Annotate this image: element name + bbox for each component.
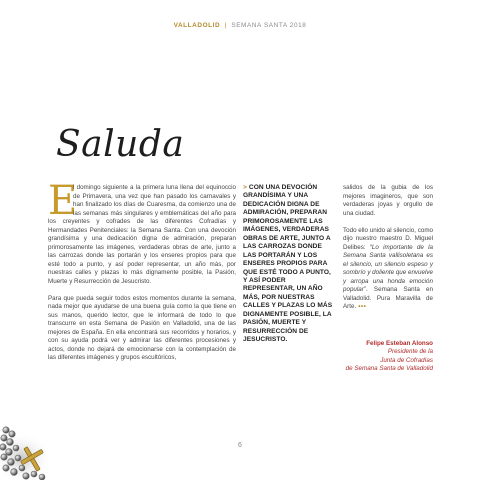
- paragraph-guide: Para que pueda seguir todos estos momentos durante la semana, nada mejor que ayudarse de una buena guía como la que tiene en sus manos, querido lector, que le informará de todo lo que transcurre en esta Semana de Pasión en Valladolid, una de las mejores de España. En ella encontrará sus recorridos y horarios, y con su ayuda podrá ver y admirar las diferentes procesiones y actos, donde no dejará de emocionarse con la contemplación de las diferentes imágenes y grupos escultóricos,: [48, 294, 236, 361]
- delibes-outro: ”. Semana Santa en Valladolid. Pura Maravilla de Arte.: [343, 286, 433, 310]
- body-column-1: [48, 178, 236, 371]
- running-header: [0, 22, 480, 29]
- header-city: VALLADOLID: [173, 22, 221, 29]
- body-column-3: [343, 184, 433, 320]
- paragraph-imagineros: salidos de la gubia de los mejores imagineros, que son verdaderas joyas y orgullo de una ciudad.: [343, 184, 433, 217]
- header-event: SEMANA SANTA 2018: [231, 22, 307, 29]
- page-number: 6: [238, 442, 242, 449]
- signature-role-1: Presidente de la: [387, 348, 433, 356]
- pull-quote-text: CON UNA DEVOCIÓN GRANDÍSIMA Y UNA DEDICACIÓN DIGNA DE ADMIRACIÓN, PREPARAN PRIMOROSAMENTE LAS IMÁGENES, VERDADERAS OBRAS DE ARTE, JUNTO A LAS CARROZAS DONDE LAS PORTARÁN Y LOS ENSERES PROPIOS PARA QUE ESTÉ TODO A PUNTO, Y ASÍ PODER REPRESENTAR, UN AÑO MÁS, POR NUESTRAS CALLES Y PLAZAS LO MÁS DIGNAMENTE POSIBLE, LA PASIÓN, MUERTE Y RESURRECCIÓN DE JESUCRISTO.: [243, 184, 333, 344]
- delibes-quote: Lo importante de la Semana Santa vallisoletana es el silencio, un silencio espeso y sombrío y doliente que envuelve y arropa una honda emoción popular: [343, 243, 433, 293]
- paragraph-delibes: [343, 227, 433, 312]
- drop-cap: E: [48, 178, 78, 224]
- rosary-photo: [0, 400, 60, 480]
- signature-block: [343, 340, 433, 373]
- pull-quote-mark: >: [243, 184, 247, 191]
- signature-role-2: Junta de Cofradías: [380, 356, 433, 364]
- header-separator: |: [224, 22, 227, 29]
- paragraph-intro-text: l domingo siguiente a la primera luna llena del equinoccio de Primavera, una vez que han pasado los carnavales y han finalizado los días de Cuaresma, da comienzo una de las semanas más singulares y emblemáticas del año para los creyentes y cofrades de las diferentes Cofradías y Hermandades Penitenciales: la Semana Santa. Con una devoción grandísima y una dedicación digna de admiración, preparan primorosamente las imágenes, verdaderas obras de arte, junto a las carrozas donde las portarán y los enseres propios para que esté todo a punto, y así poder representar, un año más, por nuestras calles y plazas lo más dignamente posible, la Pasión, Muerte y Resurrección de Jesucristo.: [48, 184, 236, 285]
- page-title: Saluda: [56, 124, 185, 165]
- delibes-intro: Todo ello unido al silencio, como dijo nuestro maestro D. Miguel Delibes: “: [343, 226, 433, 251]
- paragraph-intro: [48, 178, 236, 286]
- pull-quote: [243, 184, 335, 345]
- signature-name: Felipe Esteban Alonso: [366, 340, 433, 347]
- end-mark: •••: [358, 303, 367, 310]
- signature-role-3: de Semana Santa de Valladolid: [345, 364, 433, 372]
